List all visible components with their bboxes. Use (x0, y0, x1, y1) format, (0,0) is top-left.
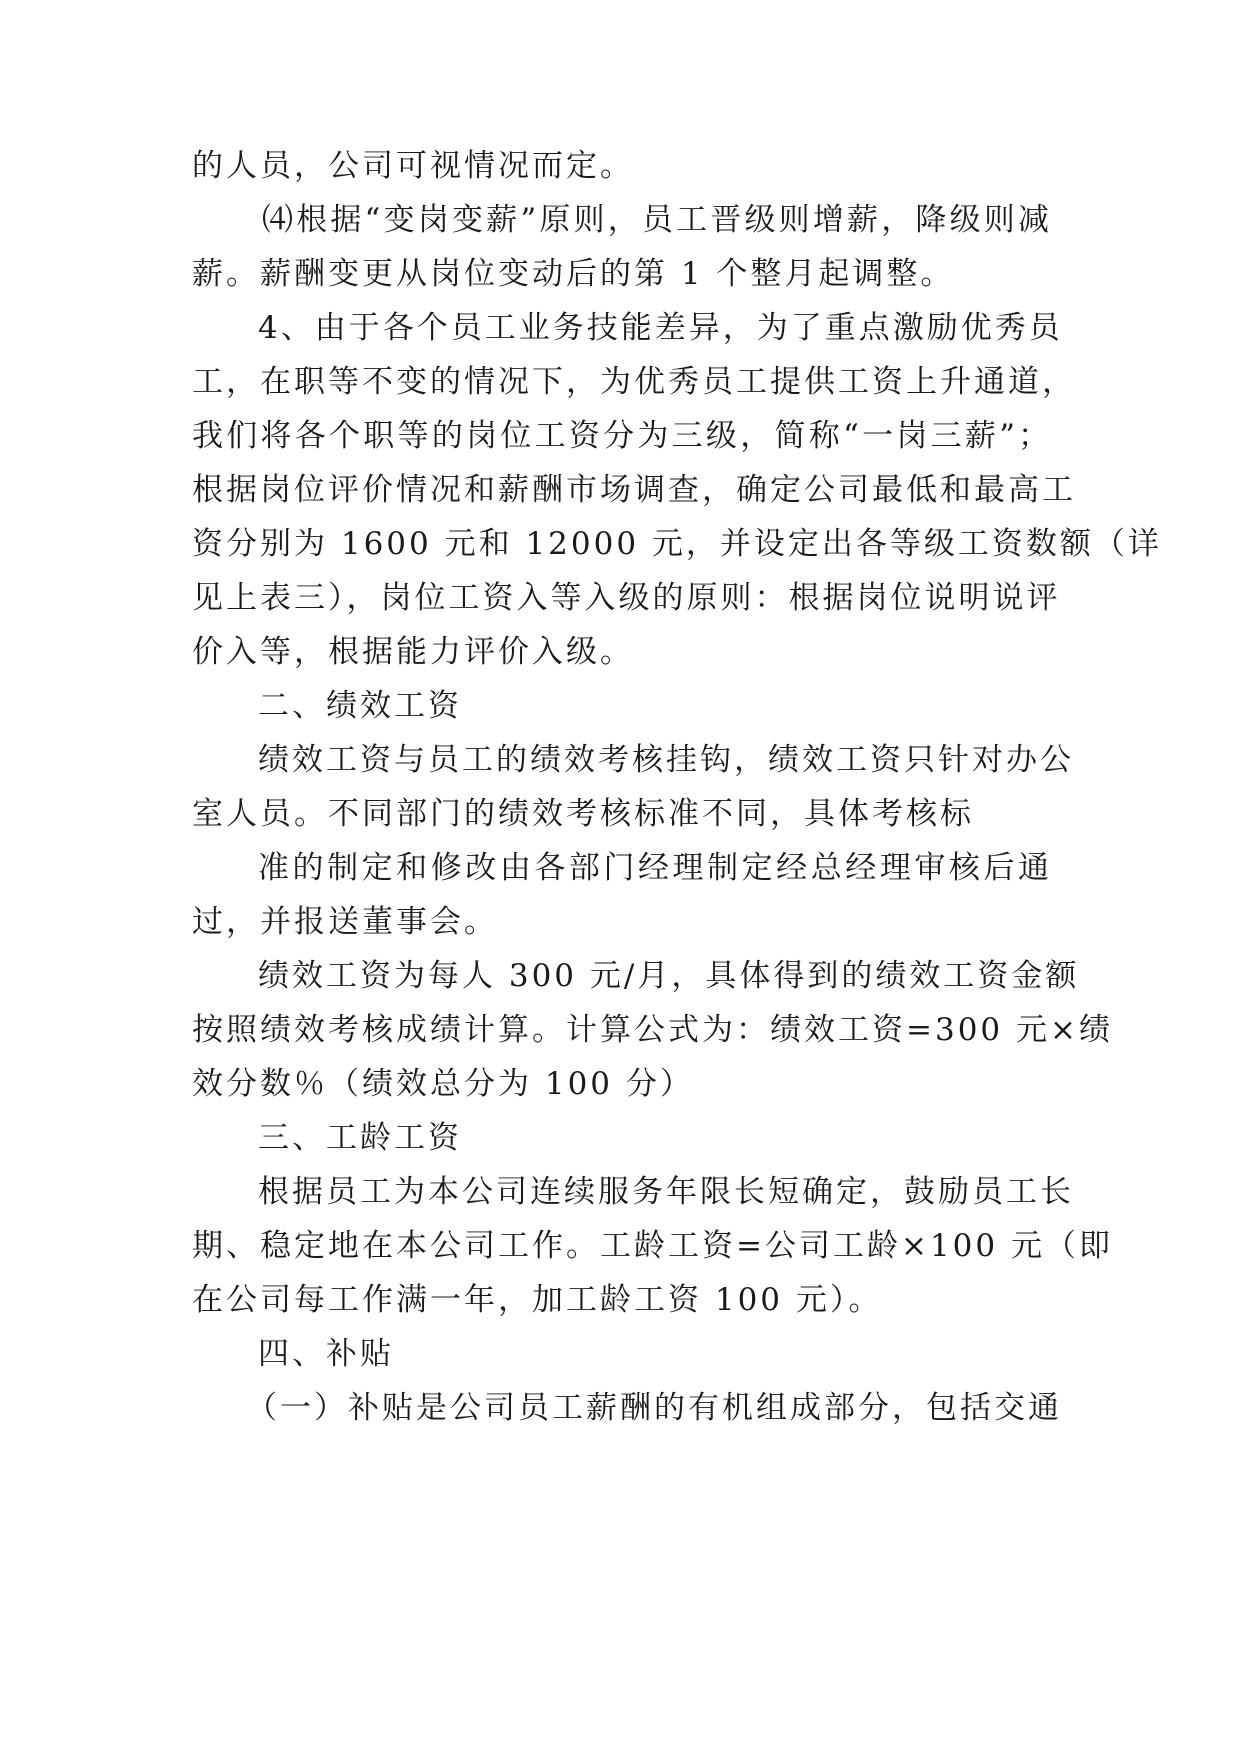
text-line: 绩效工资为每人 300 元/月，具体得到的绩效工资金额 (258, 958, 1080, 994)
text-line: 按照绩效考核成绩计算。计算公式为：绩效工资=300 元×绩 (192, 1012, 1113, 1048)
text-line: 见上表三），岗位工资入等入级的原则：根据岗位说明说评 (192, 580, 1061, 616)
text-line: 在公司每工作满一年，加工龄工资 100 元）。 (192, 1282, 883, 1318)
text-line: 工，在职等不变的情况下，为优秀员工提供工资上升通道， (192, 364, 1076, 400)
text-line: 根据员工为本公司连续服务年限长短确定，鼓励员工长 (258, 1174, 1074, 1210)
text-line: 室人员。不同部门的绩效考核标准不同，具体考核标 (192, 796, 974, 832)
text-line: 效分数％（绩效总分为 100 分） (192, 1066, 694, 1102)
text-line: 过，并报送董事会。 (192, 904, 498, 940)
text-line: 价入等，根据能力评价入级。 (192, 634, 634, 670)
text-line: 我们将各个职等的岗位工资分为三级，简称“一岗三薪”； (192, 418, 1052, 454)
text-line: 根据岗位评价情况和薪酬市场调查，确定公司最低和最高工 (192, 472, 1076, 508)
text-line: （一）补贴是公司员工薪酬的有机组成部分，包括交通 (246, 1390, 1062, 1426)
section-heading: 二、绩效工资 (258, 688, 462, 724)
text-line: 准的制定和修改由各部门经理制定经总经理审核后通 (258, 850, 1052, 886)
text-line: 期、稳定地在本公司工作。工龄工资=公司工龄×100 元（即 (192, 1228, 1113, 1264)
section-heading: 四、补贴 (258, 1336, 394, 1372)
text-line: 资分别为 1600 元和 12000 元，并设定出各等级工资数额（详 (192, 526, 1162, 562)
text-line: ⑷根据“变岗变薪”原则，员工晋级则增薪，降级则减 (262, 202, 1052, 238)
text-line: 薪。薪酬变更从岗位变动后的第 1 个整月起调整。 (192, 256, 955, 292)
text-line: 的人员，公司可视情况而定。 (192, 148, 634, 184)
text-line: 4、由于各个员工业务技能差异，为了重点激励优秀员 (258, 310, 1063, 346)
section-heading: 三、工龄工资 (258, 1120, 462, 1156)
text-line: 绩效工资与员工的绩效考核挂钩，绩效工资只针对办公 (258, 742, 1074, 778)
